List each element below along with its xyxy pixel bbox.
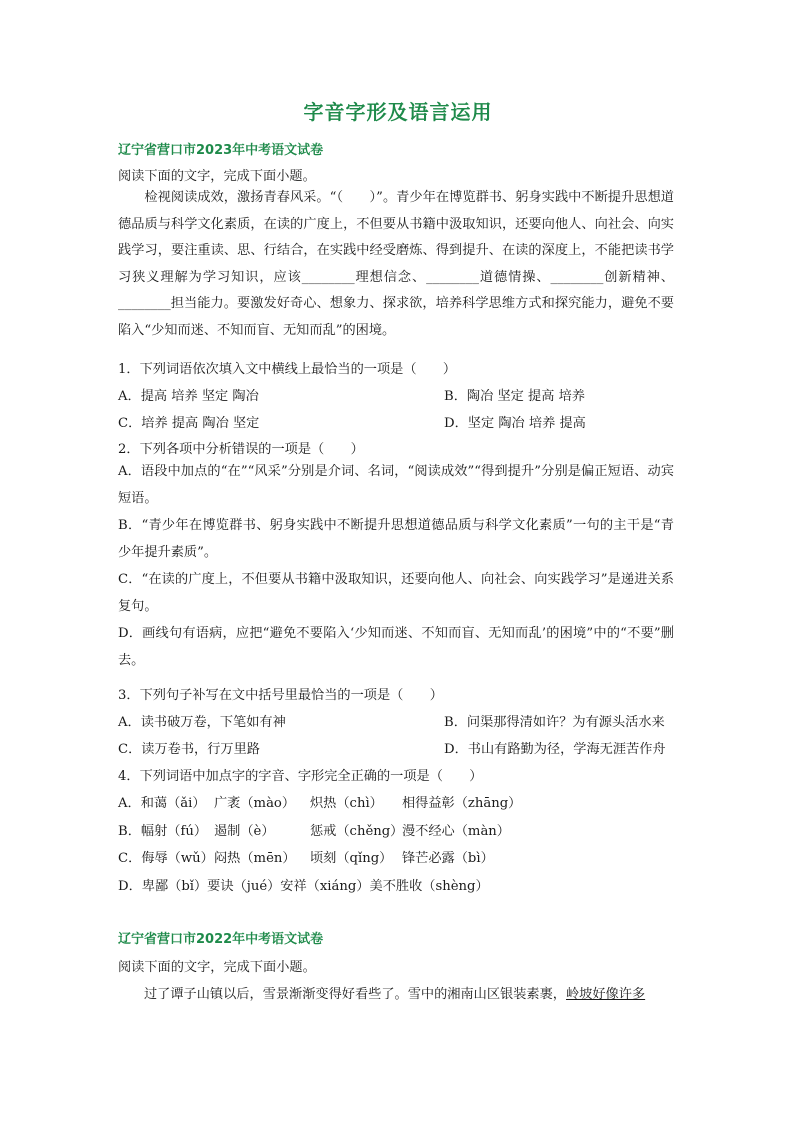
q4-c-word-2: 闷热（mēn） [214, 851, 296, 866]
q1-option-b: B．陶冶 坚定 提高 培养 [444, 389, 585, 404]
section1-passage: 检视阅读成效，激扬青春风采。“（ ）”。青少年在博览群书、躬身实践中不断提升思想道德品质与科学文化素质，在读的广度上，不但要从书籍中汲取知识，还要向他人、向社会、向实践学习，要注重读、思、行结合，在实践中经受磨炼、得到提升、在读的深度上，不能把读书学习狭义理解为学习知识，应该________理想信念、________道德情操、________创新精神、________担当能力。要激发好奇心、想象力、探求欲，培养科学思维方式和探究能力，避免不要陷入“少知而迷、不知而盲、无知而乱”的困境。 [118, 190, 674, 338]
section2-source: 辽宁省营口市2022年中考语文试卷 [118, 932, 324, 947]
q4-a-word-2: 广袤（mào） [214, 796, 296, 811]
q3-option-b: B．问渠那得清如许？为有源头活水来 [444, 715, 665, 730]
q4-option-c [118, 847, 494, 866]
q2-option-d: D．画线句有语病，应把“避免不要陷入‘少知而迷、不知而盲、无知而乱’的困境”中的“不要”删去。 [118, 626, 674, 668]
q4-b-word-2: 遏制（è） [214, 824, 275, 839]
q4-a-word-3: 炽热（chì） [310, 796, 383, 811]
q3-option-a: A．读书破万卷，下笔如有神 [118, 715, 286, 730]
q1-option-a: A．提高 培养 坚定 陶冶 [118, 389, 259, 404]
q4-option-d: D．卑鄙（bǐ）要诀（jué）安祥（xiáng）美不胜收（shèng） [118, 879, 489, 894]
q3-stem: 3．下列句子补写在文中括号里最恰当的一项是（ ） [118, 688, 443, 703]
q4-b-word-4: 漫不经心（màn） [402, 824, 510, 839]
q4-a-word-4: 相得益彰（zhāng） [402, 796, 522, 811]
q4-stem: 4．下列词语中加点字的字音、字形完全正确的一项是（ ） [118, 769, 483, 784]
q4-option-a [118, 792, 521, 811]
q2-stem: 2．下列各项中分析错误的一项是（ ） [118, 442, 364, 457]
q3-option-d: D．书山有路勤为径，学海无涯苦作舟 [444, 742, 666, 757]
q4-c-word-4: 锋芒必露（bì） [402, 851, 494, 866]
section2-passage [144, 983, 645, 1002]
q4-b-word-3: 惩戒（chěng） [310, 824, 404, 839]
q4-option-b [118, 820, 510, 839]
page-title: 字音字形及语言运用 [303, 100, 493, 124]
section2-instruction: 阅读下面的文字，完成下面小题。 [118, 960, 316, 975]
q4-c-word-1: C．侮辱（wǔ） [118, 851, 214, 866]
q3-option-c: C．读万卷书，行万里路 [118, 742, 260, 757]
q4-c-word-3: 顷刻（qǐng） [310, 851, 393, 866]
section1-source: 辽宁省营口市2023年中考语文试卷 [118, 143, 324, 158]
q4-a-word-1: A．和蔼（ǎi） [118, 796, 206, 811]
section1-instruction: 阅读下面的文字，完成下面小题。 [118, 169, 316, 184]
q1-stem: 1．下列词语依次填入文中横线上最恰当的一项是（ ） [118, 362, 457, 377]
q2-option-b: B．“青少年在博览群书、躬身实践中不断提升思想道德品质与科学文化素质”一句的主干是“青少年提升素质”。 [118, 518, 674, 560]
q2-option-c: C．“在读的广度上，不但要从书籍中汲取知识，还要向他人、向社会、向实践学习”是递进关系复句。 [118, 572, 674, 614]
section2-passage-text: 过了谭子山镇以后，雪景渐渐变得好看些了。雪中的湘南山区银装素裹， [144, 987, 566, 1002]
q4-b-word-1: B．幅射（fú） [118, 824, 208, 839]
q1-option-d: D．坚定 陶冶 培养 提高 [444, 416, 586, 431]
q1-option-c: C．培养 提高 陶冶 坚定 [118, 416, 260, 431]
q2-option-a: A．语段中加点的“在”“风采”分别是介词、名词，“阅读成效”“得到提升”分别是偏正短语、动宾短语。 [118, 464, 674, 506]
section2-passage-underlined: 岭坡好像许多 [566, 987, 646, 1002]
